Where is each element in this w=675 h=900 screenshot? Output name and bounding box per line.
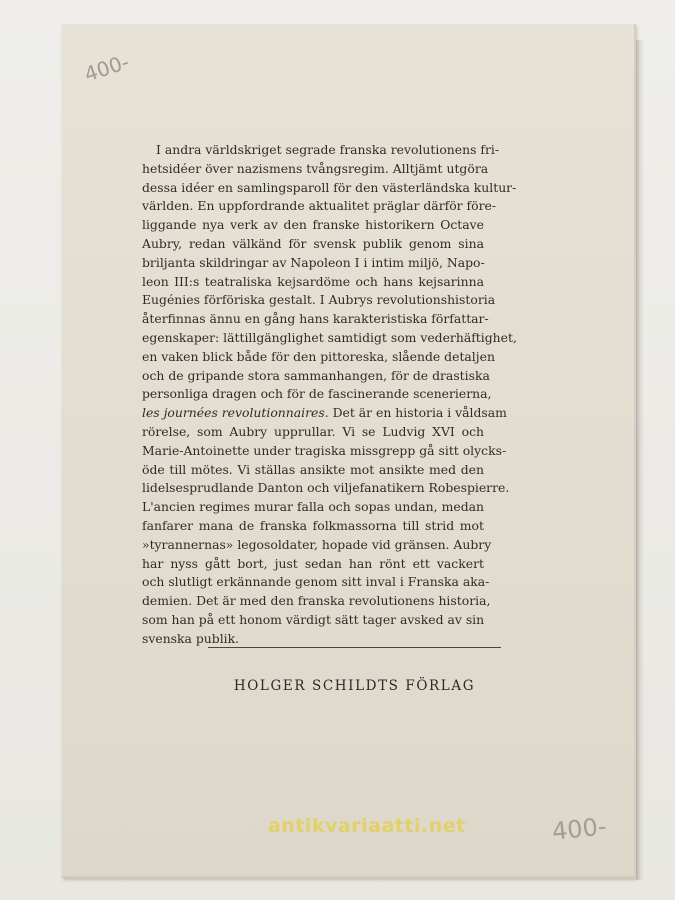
pencil-price-bottom: 400-	[550, 812, 608, 846]
blurb-line: briljanta skildringar av Napoleon I i intim miljö, Napo-	[142, 254, 485, 270]
blurb-line: fanfarer mana de franska folkmassorna till strid mot	[142, 517, 484, 533]
blurb-line-italic: les journées revolutionnaires. Det är en historia i våldsam	[142, 405, 507, 421]
blurb-line: rörelse, som Aubry upprullar. Vi se Ludvig XVI och	[142, 423, 484, 439]
blurb-line: »tyrannernas» legosoldater, hopade vid gränsen. Aubry	[142, 536, 492, 552]
blurb-line: lidelsesprudlande Danton och viljefanatikern Robespierre.	[142, 480, 510, 496]
blurb-line: och de gripande stora sammanhangen, för de drastiska	[142, 367, 490, 383]
blurb-line: Marie-Antoinette under tragiska missgrepp gå sitt olycks-	[142, 442, 507, 458]
edge-shadow	[636, 40, 644, 880]
blurb-paragraph	[142, 141, 517, 649]
blurb-line: dessa idéer en samlingsparoll för den västerländska kultur-	[142, 179, 517, 195]
publisher-name: HOLGER SCHILDTS FÖRLAG	[233, 678, 476, 694]
blurb-line: hetsidéer över nazismens tvångsregim. Alltjämt utgöra	[142, 160, 489, 176]
blurb-line: demien. Det är med den franska revolutionens historia,	[142, 593, 491, 609]
blurb-line: liggande nya verk av den franske historikern Octave	[142, 217, 484, 233]
italic-phrase: les journées revolutionnaires.	[142, 405, 329, 421]
blurb-line: och slutligt erkännande genom sitt inval i Franska aka-	[142, 574, 490, 590]
divider-rule	[208, 647, 501, 648]
blurb-line: leon III:s teatraliska kejsardöme och hans kejsarinna	[142, 273, 484, 289]
pencil-price-top: 400-	[81, 49, 132, 87]
blurb-line: har nyss gått bort, just sedan han rönt ett vackert	[142, 555, 484, 571]
blurb-line: Aubry, redan välkänd för svensk publik genom sina	[142, 235, 484, 251]
blurb-line: en vaken blick både för den pittoreska, slående detaljen	[142, 348, 495, 364]
blurb-line: L'ancien regimes murar falla och sopas undan, medan	[142, 499, 484, 515]
blurb-line: Eugénies förföriska gestalt. I Aubrys revolutionshistoria	[142, 292, 496, 308]
blurb-line: återfinnas ännu en gång hans karakteristiska författar-	[142, 311, 489, 327]
blurb-line: egenskaper: lättillgänglighet samtidigt som vederhäftighet,	[142, 329, 517, 345]
blurb-line: världen. En uppfordrande aktualitet präglar därför före-	[142, 198, 497, 214]
blurb-line: I andra världskriget segrade franska revolutionens fri-	[156, 142, 500, 157]
blurb-line: som han på ett honom värdigt sätt tager avsked av sin	[142, 611, 485, 627]
blurb-line: personliga dragen och för de fascinerande scenerierna,	[142, 386, 492, 402]
watermark-text: antikvariaatti.net	[268, 815, 466, 837]
blurb-line: svenska publik.	[142, 630, 240, 646]
blurb-line: öde till mötes. Vi ställas ansikte mot ansikte med den	[142, 461, 484, 477]
